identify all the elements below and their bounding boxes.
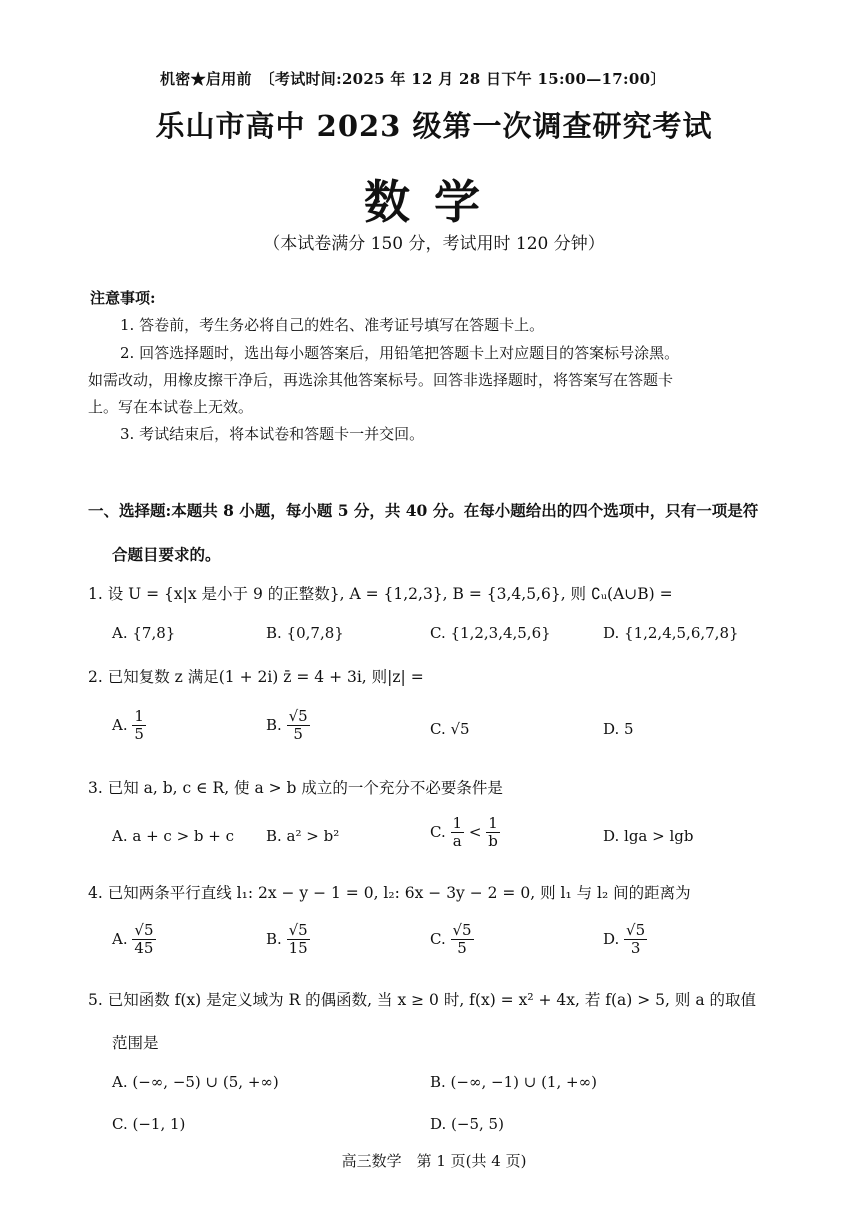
notes-title: 注意事项:: [90, 289, 156, 307]
question-5-stem: 5. 已知函数 f(x) 是定义域为 R 的偶函数, 当 x ≥ 0 时, f(x) = x² + 4x, 若 f(a) > 5, 则 a 的取值: [88, 991, 756, 1009]
exam-title: 乐山市高中 2023 级第一次调查研究考试: [155, 109, 713, 143]
q4-option-d: D. $\frac{√5}{3}$: [603, 921, 646, 957]
q2-option-c: C. √5: [430, 720, 470, 738]
question-3-stem: 3. 已知 a, b, c ∈ R, 使 a > b 成立的一个充分不必要条件是: [88, 779, 503, 797]
question-4-stem: 4. 已知两条平行直线 l₁: 2x − y − 1 = 0, l₂: 6x − 3y − 2 = 0, 则 l₁ 与 l₂ 间的距离为: [88, 884, 691, 902]
note-item: 3. 考试结束后，将本试卷和答题卡一并交回。: [120, 425, 425, 443]
q2-option-b: B. $\frac{√5}{5}$: [266, 707, 308, 743]
q3-option-b: B. a² > b²: [266, 827, 340, 845]
note-item: 1. 答卷前，考生务必将自己的姓名、准考证号填写在答题卡上。: [120, 316, 545, 334]
q5-option-d: D. (−5, 5): [430, 1115, 504, 1133]
confidential-header: 机密★启用前 〔考试时间:2025 年 12 月 28 日下午 15:00—17:00〕: [160, 70, 666, 88]
q1-option-a: A. {7,8}: [112, 624, 176, 642]
page-footer: 高三数学 第 1 页(共 4 页): [341, 1152, 527, 1170]
q2-option-a: A. $\frac{1}{5}$: [112, 707, 144, 743]
note-item: 2. 回答选择题时，选出每小题答案后，用铅笔把答题卡上对应题目的答案标号涂黑。: [120, 344, 680, 362]
question-1-stem: 1. 设 U = {x|x 是小于 9 的正整数}, A = {1,2,3}, B = {3,4,5,6}, 则 ∁ᵤ(A∪B) =: [88, 585, 673, 603]
note-item: 上。写在本试卷上无效。: [88, 398, 254, 416]
section-heading-cont: 合题目要求的。: [112, 545, 221, 564]
note-item: 如需改动，用橡皮擦干净后，再选涂其他答案标号。回答非选择题时，将答案写在答题卡: [88, 371, 674, 389]
q2-option-d: D. 5: [603, 720, 634, 738]
q5-option-c: C. (−1, 1): [112, 1115, 186, 1133]
subject-title: 数学: [364, 175, 504, 229]
q4-option-b: B. $\frac{√5}{15}$: [266, 921, 308, 957]
q1-option-c: C. {1,2,3,4,5,6}: [430, 624, 551, 642]
q5-option-a: A. (−∞, −5) ∪ (5, +∞): [112, 1073, 279, 1091]
q3-option-a: A. a + c > b + c: [112, 827, 235, 845]
q3-option-c: C. $\frac{1}{a}$ < $\frac{1}{b}$: [430, 814, 498, 850]
q4-option-c: C. $\frac{√5}{5}$: [430, 921, 472, 957]
q3-option-d: D. lga > lgb: [603, 827, 694, 845]
section-heading: 一、选择题:本题共 8 小题，每小题 5 分，共 40 分。在每小题给出的四个选项中，只有一项是符: [88, 501, 759, 520]
q5-option-b: B. (−∞, −1) ∪ (1, +∞): [430, 1073, 597, 1091]
question-2-stem: 2. 已知复数 z 满足(1 + 2i) z̄ = 4 + 3i, 则|z| =: [88, 668, 424, 686]
score-info: （本试卷满分 150 分，考试用时 120 分钟）: [263, 234, 605, 254]
q1-option-d: D. {1,2,4,5,6,7,8}: [603, 624, 739, 642]
q1-option-b: B. {0,7,8}: [266, 624, 344, 642]
question-5-stem-cont: 范围是: [112, 1034, 159, 1052]
q4-option-a: A. $\frac{√5}{45}$: [112, 921, 154, 957]
